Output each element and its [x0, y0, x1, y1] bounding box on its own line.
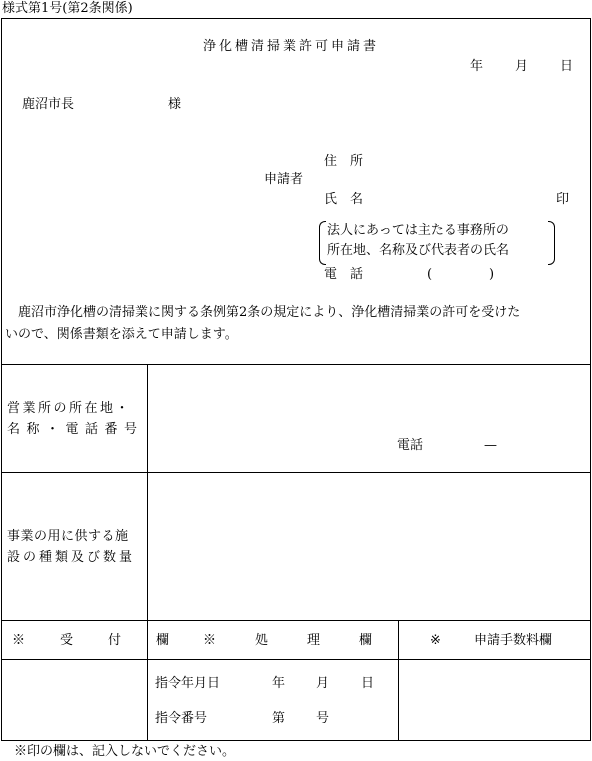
directive-number-suffix: 号	[316, 711, 330, 726]
addressee-honorific: 様	[168, 97, 182, 112]
frame-left-border	[1, 18, 2, 741]
date-month-label: 月	[515, 59, 529, 74]
divider-application-details	[1, 364, 591, 365]
divider-label-column	[147, 364, 148, 741]
divider-office-facility	[1, 472, 591, 473]
directive-number-prefix: 第	[272, 711, 286, 726]
office-phone-label: 電話	[397, 438, 424, 453]
frame-bottom-border	[1, 740, 591, 741]
directive-day-label: 日	[361, 676, 375, 691]
applicant-address-label: 住 所	[324, 154, 364, 169]
office-label-line2: 名称・電話番号	[7, 422, 144, 437]
form-number: 様式第1号(第2条関係)	[2, 1, 133, 16]
phone-paren-close: )	[489, 267, 495, 282]
applicant-label: 申請者	[264, 172, 304, 187]
footer-note: ※印の欄は、記入しないでください。	[14, 744, 236, 759]
date-year-label: 年	[470, 59, 484, 74]
application-body	[5, 302, 589, 346]
date-day-label: 日	[560, 59, 574, 74]
fee-header: 申請手数料欄	[474, 633, 553, 648]
corporate-note-line2: 所在地、名称及び代表者の氏名	[327, 243, 510, 258]
office-phone-dash: —	[484, 438, 497, 453]
reception-header: ※ 受 付 欄	[12, 633, 181, 648]
divider-fee-column	[398, 620, 399, 741]
directive-month-label: 月	[316, 676, 330, 691]
applicant-name-label: 氏 名	[324, 192, 364, 207]
corporate-note-line1: 法人にあっては主たる事務所の	[327, 223, 509, 238]
phone-paren-open: (	[427, 267, 433, 282]
frame-top-border	[1, 18, 591, 19]
divider-details-office-use	[1, 620, 591, 621]
directive-date-label: 指令年月日	[155, 676, 221, 691]
seal-mark: 印	[556, 192, 570, 207]
facility-label-line1: 事業の用に供する施	[7, 529, 129, 544]
divider-office-use-header	[1, 659, 591, 660]
addressee-name: 鹿沼市長	[22, 97, 75, 112]
facility-label-line2: 設の種類及び数量	[7, 550, 136, 565]
application-body-line1: 鹿沼市浄化槽の清掃業に関する条例第2条の規定により、浄化槽清掃業の許可を受けた	[5, 305, 521, 320]
directive-year-label: 年	[272, 676, 286, 691]
fee-header-mark: ※	[430, 633, 441, 648]
corporate-note-left-bracket	[319, 221, 326, 265]
processing-header: ※ 処 理 欄	[203, 633, 386, 648]
frame-right-border	[590, 18, 591, 741]
application-body-line2: いので、関係書類を添えて申請します。	[5, 327, 238, 342]
form-title: 浄化槽清掃業許可申請書	[203, 39, 380, 54]
directive-number-label: 指令番号	[155, 711, 208, 726]
corporate-note-right-bracket	[548, 221, 555, 265]
office-label-line1: 営業所の所在地・	[7, 401, 132, 416]
applicant-phone-label: 電 話	[324, 267, 364, 282]
